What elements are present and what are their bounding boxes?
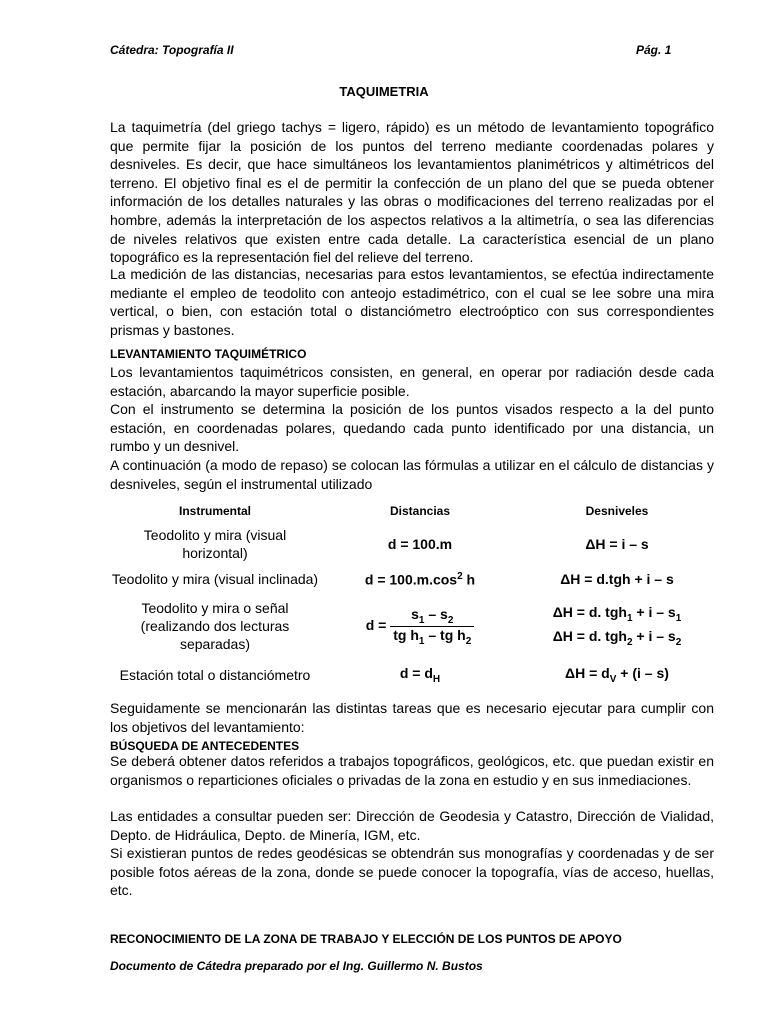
section-heading-reconocimiento: RECONOCIMIENTO DE LA ZONA DE TRABAJO Y ELECCIÓN DE LOS PUNTOS DE APOYO	[110, 932, 622, 946]
distance-formula: d = 100.m	[387, 536, 453, 552]
distance-formula: d = $\frac{s_1 - s_2}{tg h_1 - tg h_2}$	[320, 592, 520, 660]
section2-paragraph-2: Las entidades a consultar pueden ser: Dirección de Geodesia y Catastro, Dirección de Vialidad, Depto. de Hidráulica, Depto. de Minería, IGM, etc.	[110, 808, 714, 843]
formulas-table	[110, 500, 714, 690]
intro-paragraph-1: La taquimetría (del griego tachys = ligero, rápido) es un método de levantamiento topográfico que permite fijar la posición de los puntos del terreno mediante coordenadas polares y desniveles. Es decir, que hace simultáneos los levantamientos planimétricos y altimétricos del terreno. El objetivo final es el de permitir la confección de un plano del que se pueda obtener información de los detalles naturales y las obras o modificaciones del terreno realizadas por el hombre, además la interpretación de los aspectos relativos a la altimetría, o sea las diferencias de niveles relativos que existen entre cada detalle. La característica esencial de un plano topográfico es la representación fiel del relieve del terreno.	[110, 119, 714, 266]
section1-paragraph-1: Los levantamientos taquimétricos consisten, en general, en operar por radiación desde cada estación, abarcando la mayor superficie posible.	[110, 364, 714, 399]
section1-paragraph-3: A continuación (a modo de repaso) se colocan las fórmulas a utilizar en el cálculo de distancias y desniveles, según el instrumental utilizado	[110, 457, 714, 492]
header-distancias: Distancias	[389, 504, 451, 518]
instrument-line-2: (realizando dos lecturas separadas)	[140, 618, 290, 652]
instrument-cell: Teodolito y mira (visual horizontal)	[143, 527, 287, 561]
distance-formula: $d = d_H$	[399, 665, 441, 685]
instrument-line-1: Teodolito y mira o señal	[141, 600, 289, 616]
fraction: $\frac{s_1 - s_2}{tg h_1 - tg h_2}$	[390, 606, 474, 647]
section-heading-levantamiento: LEVANTAMIENTO TAQUIMÉTRICO	[110, 347, 307, 361]
instrument-cell: Teodolito y mira (visual inclinada)	[111, 571, 319, 587]
section1-paragraph-2: Con el instrumento se determina la posición de los puntos visados respecto a la del punto estación, en coordenadas polares, quedando cada punto identificado por una distancia, un rumbo y un desnivel.	[110, 401, 714, 455]
header-desniveles: Desniveles	[585, 504, 649, 518]
instrument-cell: Estación total o distanciómetro	[119, 667, 311, 683]
header-page-number: Pág. 1	[636, 43, 672, 57]
header-instrumental: Instrumental	[178, 504, 251, 518]
header-course: Cátedra: Topografía II	[110, 43, 234, 57]
footer-author: Documento de Cátedra preparado por el Ing. Guillermo N. Bustos	[110, 959, 483, 973]
instrument-cell	[110, 592, 320, 660]
section2-paragraph-1: Se deberá obtener datos referidos a trabajos topográficos, geológicos, etc. que puedan existir en organismos o reparticiones oficiales o privadas de la zona en estudio y en sus inmediaciones.	[110, 753, 714, 788]
section-heading-antecedentes: BÚSQUEDA DE ANTECEDENTES	[110, 739, 300, 753]
table-header-row	[110, 500, 714, 522]
distance-formula: $d = 100.m.\cos^2$ h	[364, 570, 476, 588]
height-formula: ΔH = d. $tgh_1 + i - s_1$ ΔH = d. $tgh_2 + i - s_2$	[552, 604, 682, 648]
height-formula: $\Delta H = d_V + (i - s)$	[565, 665, 669, 685]
section2-paragraph-3: Si existieran puntos de redes geodésicas se obtendrán sus monografías y coordenadas y de ser posible fotos aéreas de la zona, donde se puede conocer la topografía, vías de acceso, huellas, etc.	[110, 845, 714, 899]
table-row	[110, 566, 714, 592]
intro-paragraph-2: La medición de las distancias, necesarias para estos levantamientos, se efectúa indirectamente mediante el empleo de teodolito con anteojo estadimétrico, con el cual se lee sobre una mira vertical, o bien, con estación total o distanciómetro electroóptico con sus correspondientes prismas y bastones.	[110, 266, 714, 338]
table-row	[110, 522, 714, 566]
height-formula: ΔH = i – s	[585, 536, 649, 552]
height-formula: ΔH = d.tgh + i – s	[560, 571, 674, 587]
table-row	[110, 592, 714, 660]
table-row	[110, 660, 714, 690]
page-title: TAQUIMETRIA	[339, 84, 429, 99]
after-table-paragraph: Seguidamente se mencionarán las distintas tareas que es necesario ejecutar para cumplir con los objetivos del levantamiento:	[110, 700, 714, 735]
